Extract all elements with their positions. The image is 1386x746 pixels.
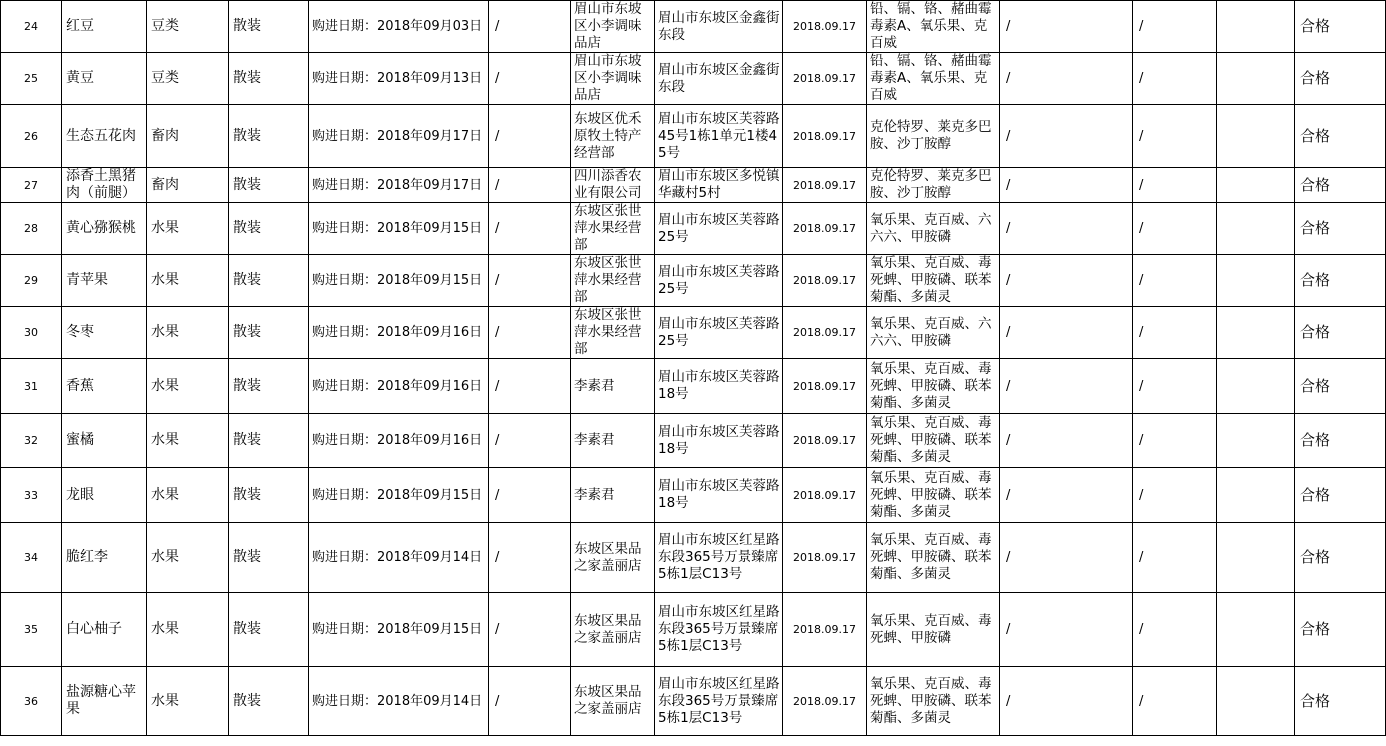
food-category[interactable]: 豆类 bbox=[147, 53, 229, 105]
packaging[interactable]: 散装 bbox=[229, 307, 309, 359]
packaging[interactable]: 散装 bbox=[229, 255, 309, 307]
blank-cell[interactable] bbox=[1217, 359, 1295, 414]
spec-cell[interactable]: / bbox=[489, 255, 571, 307]
inspection-date[interactable]: 2018.09.17 bbox=[783, 414, 867, 468]
food-category[interactable]: 水果 bbox=[147, 414, 229, 468]
table-row bbox=[1, 255, 1386, 307]
manufacturer-address-cell[interactable]: / bbox=[1133, 468, 1217, 523]
manufacturer-address-cell[interactable]: / bbox=[1133, 255, 1217, 307]
test-items[interactable]: 氧乐果、克百威、六六六、甲胺磷 bbox=[867, 307, 1000, 359]
seller-address[interactable]: 眉山市东坡区芙蓉路25号 bbox=[655, 203, 783, 255]
result-cell[interactable]: 合格 bbox=[1295, 307, 1386, 359]
blank-cell[interactable] bbox=[1217, 1, 1295, 53]
inspection-date[interactable]: 2018.09.17 bbox=[783, 168, 867, 203]
test-items[interactable]: 氧乐果、克百威、毒死蜱、甲胺磷、联苯菊酯、多菌灵 bbox=[867, 523, 1000, 593]
table-row bbox=[1, 667, 1386, 736]
seller-address[interactable]: 眉山市东坡区芙蓉路25号 bbox=[655, 255, 783, 307]
product-name[interactable]: 脆红李 bbox=[62, 523, 147, 593]
table-row bbox=[1, 203, 1386, 255]
inspection-date[interactable]: 2018.09.17 bbox=[783, 468, 867, 523]
result-cell[interactable]: 合格 bbox=[1295, 105, 1386, 168]
blank-cell[interactable] bbox=[1217, 593, 1295, 667]
manufacturer-address-cell[interactable]: / bbox=[1133, 1, 1217, 53]
manufacturer-cell[interactable]: / bbox=[1000, 255, 1133, 307]
test-items[interactable]: 氧乐果、克百威、毒死蜱、甲胺磷、联苯菊酯、多菌灵 bbox=[867, 414, 1000, 468]
test-items[interactable]: 氧乐果、克百威、毒死蜱、甲胺磷、联苯菊酯、多菌灵 bbox=[867, 255, 1000, 307]
seller-name[interactable]: 四川添香农业有限公司 bbox=[571, 168, 655, 203]
inspection-date[interactable]: 2018.09.17 bbox=[783, 593, 867, 667]
purchase-date[interactable]: 购进日期：2018年09月16日 bbox=[309, 307, 489, 359]
seller-address[interactable]: 眉山市东坡区芙蓉路25号 bbox=[655, 307, 783, 359]
result-cell[interactable]: 合格 bbox=[1295, 1, 1386, 53]
blank-cell[interactable] bbox=[1217, 667, 1295, 736]
test-items[interactable]: 铅、镉、铬、赭曲霉毒素A、氧乐果、克百威 bbox=[867, 1, 1000, 53]
seller-address[interactable]: 眉山市东坡区红星路东段365号万景臻席5栋1层C13号 bbox=[655, 593, 783, 667]
row-number[interactable]: 27 bbox=[1, 168, 62, 203]
manufacturer-cell[interactable]: / bbox=[1000, 359, 1133, 414]
spec-cell[interactable]: / bbox=[489, 523, 571, 593]
manufacturer-cell[interactable]: / bbox=[1000, 53, 1133, 105]
seller-name[interactable]: 东坡区张世萍水果经营部 bbox=[571, 203, 655, 255]
packaging[interactable]: 散装 bbox=[229, 168, 309, 203]
spec-cell[interactable]: / bbox=[489, 203, 571, 255]
spec-cell[interactable]: / bbox=[489, 359, 571, 414]
table-row bbox=[1, 414, 1386, 468]
inspection-date[interactable]: 2018.09.17 bbox=[783, 1, 867, 53]
food-category[interactable]: 水果 bbox=[147, 667, 229, 736]
packaging[interactable]: 散装 bbox=[229, 523, 309, 593]
test-items[interactable]: 氧乐果、克百威、毒死蜱、甲胺磷、联苯菊酯、多菌灵 bbox=[867, 667, 1000, 736]
table-row bbox=[1, 593, 1386, 667]
blank-cell[interactable] bbox=[1217, 203, 1295, 255]
table-row bbox=[1, 168, 1386, 203]
food-category[interactable]: 水果 bbox=[147, 255, 229, 307]
spec-cell[interactable]: / bbox=[489, 593, 571, 667]
spec-cell[interactable]: / bbox=[489, 414, 571, 468]
seller-address[interactable]: 眉山市东坡区红星路东段365号万景臻席5栋1层C13号 bbox=[655, 523, 783, 593]
manufacturer-cell[interactable]: / bbox=[1000, 203, 1133, 255]
product-name[interactable]: 蜜橘 bbox=[62, 414, 147, 468]
seller-name[interactable]: 东坡区张世萍水果经营部 bbox=[571, 255, 655, 307]
purchase-date[interactable]: 购进日期：2018年09月13日 bbox=[309, 53, 489, 105]
table-row bbox=[1, 307, 1386, 359]
manufacturer-cell[interactable]: / bbox=[1000, 523, 1133, 593]
test-items[interactable]: 氧乐果、克百威、毒死蜱、甲胺磷 bbox=[867, 593, 1000, 667]
packaging[interactable]: 散装 bbox=[229, 414, 309, 468]
seller-name[interactable]: 东坡区果品之家盖丽店 bbox=[571, 593, 655, 667]
purchase-date[interactable]: 购进日期：2018年09月16日 bbox=[309, 359, 489, 414]
product-name[interactable]: 青苹果 bbox=[62, 255, 147, 307]
product-name[interactable]: 红豆 bbox=[62, 1, 147, 53]
packaging[interactable]: 散装 bbox=[229, 468, 309, 523]
manufacturer-cell[interactable]: / bbox=[1000, 414, 1133, 468]
packaging[interactable]: 散装 bbox=[229, 359, 309, 414]
row-number[interactable]: 29 bbox=[1, 255, 62, 307]
packaging[interactable]: 散装 bbox=[229, 593, 309, 667]
product-name[interactable]: 白心柚子 bbox=[62, 593, 147, 667]
seller-address[interactable]: 眉山市东坡区芙蓉路18号 bbox=[655, 414, 783, 468]
result-cell[interactable]: 合格 bbox=[1295, 53, 1386, 105]
packaging[interactable]: 散装 bbox=[229, 667, 309, 736]
row-number[interactable]: 36 bbox=[1, 667, 62, 736]
test-items[interactable]: 铅、镉、铬、赭曲霉毒素A、氧乐果、克百威 bbox=[867, 53, 1000, 105]
spec-cell[interactable]: / bbox=[489, 307, 571, 359]
product-name[interactable]: 香蕉 bbox=[62, 359, 147, 414]
row-number[interactable]: 34 bbox=[1, 523, 62, 593]
food-category[interactable]: 水果 bbox=[147, 523, 229, 593]
seller-address[interactable]: 眉山市东坡区芙蓉路45号1栋1单元1楼45号 bbox=[655, 105, 783, 168]
manufacturer-cell[interactable]: / bbox=[1000, 105, 1133, 168]
spec-cell[interactable]: / bbox=[489, 667, 571, 736]
manufacturer-cell[interactable]: / bbox=[1000, 667, 1133, 736]
row-number[interactable]: 33 bbox=[1, 468, 62, 523]
inspection-date[interactable]: 2018.09.17 bbox=[783, 523, 867, 593]
seller-name[interactable]: 眉山市东坡区小李调味品店 bbox=[571, 1, 655, 53]
manufacturer-address-cell[interactable]: / bbox=[1133, 203, 1217, 255]
product-name[interactable]: 添香土黑猪肉（前腿） bbox=[62, 168, 147, 203]
purchase-date[interactable]: 购进日期：2018年09月14日 bbox=[309, 523, 489, 593]
manufacturer-address-cell[interactable]: / bbox=[1133, 593, 1217, 667]
result-cell[interactable]: 合格 bbox=[1295, 593, 1386, 667]
food-category[interactable]: 畜肉 bbox=[147, 105, 229, 168]
test-items[interactable]: 氧乐果、克百威、毒死蜱、甲胺磷、联苯菊酯、多菌灵 bbox=[867, 468, 1000, 523]
seller-name[interactable]: 李素君 bbox=[571, 359, 655, 414]
manufacturer-cell[interactable]: / bbox=[1000, 468, 1133, 523]
manufacturer-address-cell[interactable]: / bbox=[1133, 359, 1217, 414]
blank-cell[interactable] bbox=[1217, 53, 1295, 105]
result-cell[interactable]: 合格 bbox=[1295, 667, 1386, 736]
inspection-date[interactable]: 2018.09.17 bbox=[783, 307, 867, 359]
seller-name[interactable]: 东坡区果品之家盖丽店 bbox=[571, 667, 655, 736]
inspection-date[interactable]: 2018.09.17 bbox=[783, 105, 867, 168]
blank-cell[interactable] bbox=[1217, 168, 1295, 203]
product-name[interactable]: 盐源糖心苹果 bbox=[62, 667, 147, 736]
table-body bbox=[1, 1, 1386, 736]
inspection-date[interactable]: 2018.09.17 bbox=[783, 53, 867, 105]
food-category[interactable]: 豆类 bbox=[147, 1, 229, 53]
test-items[interactable]: 氧乐果、克百威、六六六、甲胺磷 bbox=[867, 203, 1000, 255]
purchase-date[interactable]: 购进日期：2018年09月03日 bbox=[309, 1, 489, 53]
test-items[interactable]: 克伦特罗、莱克多巴胺、沙丁胺醇 bbox=[867, 105, 1000, 168]
row-number[interactable]: 35 bbox=[1, 593, 62, 667]
packaging[interactable]: 散装 bbox=[229, 53, 309, 105]
spec-cell[interactable]: / bbox=[489, 1, 571, 53]
packaging[interactable]: 散装 bbox=[229, 1, 309, 53]
row-number[interactable]: 25 bbox=[1, 53, 62, 105]
seller-name[interactable]: 李素君 bbox=[571, 414, 655, 468]
spec-cell[interactable]: / bbox=[489, 168, 571, 203]
blank-cell[interactable] bbox=[1217, 105, 1295, 168]
blank-cell[interactable] bbox=[1217, 414, 1295, 468]
product-name[interactable]: 黄豆 bbox=[62, 53, 147, 105]
blank-cell[interactable] bbox=[1217, 523, 1295, 593]
purchase-date[interactable]: 购进日期：2018年09月17日 bbox=[309, 105, 489, 168]
blank-cell[interactable] bbox=[1217, 307, 1295, 359]
result-cell[interactable]: 合格 bbox=[1295, 523, 1386, 593]
result-cell[interactable]: 合格 bbox=[1295, 168, 1386, 203]
seller-name[interactable]: 东坡区果品之家盖丽店 bbox=[571, 523, 655, 593]
purchase-date[interactable]: 购进日期：2018年09月15日 bbox=[309, 593, 489, 667]
manufacturer-address-cell[interactable]: / bbox=[1133, 53, 1217, 105]
purchase-date[interactable]: 购进日期：2018年09月14日 bbox=[309, 667, 489, 736]
seller-name[interactable]: 眉山市东坡区小李调味品店 bbox=[571, 53, 655, 105]
result-cell[interactable]: 合格 bbox=[1295, 468, 1386, 523]
result-cell[interactable]: 合格 bbox=[1295, 359, 1386, 414]
table-row bbox=[1, 359, 1386, 414]
row-number[interactable]: 30 bbox=[1, 307, 62, 359]
purchase-date[interactable]: 购进日期：2018年09月17日 bbox=[309, 168, 489, 203]
seller-address[interactable]: 眉山市东坡区芙蓉路18号 bbox=[655, 359, 783, 414]
manufacturer-address-cell[interactable]: / bbox=[1133, 168, 1217, 203]
purchase-date[interactable]: 购进日期：2018年09月15日 bbox=[309, 255, 489, 307]
test-items[interactable]: 克伦特罗、莱克多巴胺、沙丁胺醇 bbox=[867, 168, 1000, 203]
seller-name[interactable]: 李素君 bbox=[571, 468, 655, 523]
seller-name[interactable]: 东坡区优禾原牧土特产经营部 bbox=[571, 105, 655, 168]
manufacturer-address-cell[interactable]: / bbox=[1133, 523, 1217, 593]
blank-cell[interactable] bbox=[1217, 468, 1295, 523]
product-name[interactable]: 生态五花肉 bbox=[62, 105, 147, 168]
manufacturer-cell[interactable]: / bbox=[1000, 168, 1133, 203]
manufacturer-address-cell[interactable]: / bbox=[1133, 414, 1217, 468]
blank-cell[interactable] bbox=[1217, 255, 1295, 307]
row-number[interactable]: 24 bbox=[1, 1, 62, 53]
spec-cell[interactable]: / bbox=[489, 468, 571, 523]
table-row bbox=[1, 1, 1386, 53]
inspection-date[interactable]: 2018.09.17 bbox=[783, 359, 867, 414]
food-category[interactable]: 水果 bbox=[147, 468, 229, 523]
purchase-date[interactable]: 购进日期：2018年09月15日 bbox=[309, 468, 489, 523]
row-number[interactable]: 28 bbox=[1, 203, 62, 255]
row-number[interactable]: 26 bbox=[1, 105, 62, 168]
inspection-date[interactable]: 2018.09.17 bbox=[783, 255, 867, 307]
manufacturer-address-cell[interactable]: / bbox=[1133, 307, 1217, 359]
inspection-date[interactable]: 2018.09.17 bbox=[783, 203, 867, 255]
manufacturer-cell[interactable]: / bbox=[1000, 593, 1133, 667]
inspection-date[interactable]: 2018.09.17 bbox=[783, 667, 867, 736]
food-category[interactable]: 水果 bbox=[147, 307, 229, 359]
result-cell[interactable]: 合格 bbox=[1295, 255, 1386, 307]
seller-address[interactable]: 眉山市东坡区红星路东段365号万景臻席5栋1层C13号 bbox=[655, 667, 783, 736]
result-cell[interactable]: 合格 bbox=[1295, 203, 1386, 255]
row-number[interactable]: 31 bbox=[1, 359, 62, 414]
food-category[interactable]: 水果 bbox=[147, 593, 229, 667]
manufacturer-address-cell[interactable]: / bbox=[1133, 105, 1217, 168]
purchase-date[interactable]: 购进日期：2018年09月16日 bbox=[309, 414, 489, 468]
seller-address[interactable]: 眉山市东坡区金鑫街东段 bbox=[655, 1, 783, 53]
row-number[interactable]: 32 bbox=[1, 414, 62, 468]
purchase-date[interactable]: 购进日期：2018年09月15日 bbox=[309, 203, 489, 255]
product-name[interactable]: 黄心猕猴桃 bbox=[62, 203, 147, 255]
manufacturer-cell[interactable]: / bbox=[1000, 307, 1133, 359]
table-row bbox=[1, 53, 1386, 105]
food-category[interactable]: 畜肉 bbox=[147, 168, 229, 203]
test-items[interactable]: 氧乐果、克百威、毒死蜱、甲胺磷、联苯菊酯、多菌灵 bbox=[867, 359, 1000, 414]
seller-address[interactable]: 眉山市东坡区芙蓉路18号 bbox=[655, 468, 783, 523]
table-row bbox=[1, 105, 1386, 168]
spec-cell[interactable]: / bbox=[489, 105, 571, 168]
packaging[interactable]: 散装 bbox=[229, 105, 309, 168]
table-row bbox=[1, 523, 1386, 593]
food-category[interactable]: 水果 bbox=[147, 203, 229, 255]
product-name[interactable]: 冬枣 bbox=[62, 307, 147, 359]
manufacturer-cell[interactable]: / bbox=[1000, 1, 1133, 53]
seller-address[interactable]: 眉山市东坡区金鑫街东段 bbox=[655, 53, 783, 105]
result-cell[interactable]: 合格 bbox=[1295, 414, 1386, 468]
manufacturer-address-cell[interactable]: / bbox=[1133, 667, 1217, 736]
table-row bbox=[1, 468, 1386, 523]
product-name[interactable]: 龙眼 bbox=[62, 468, 147, 523]
food-category[interactable]: 水果 bbox=[147, 359, 229, 414]
seller-name[interactable]: 东坡区张世萍水果经营部 bbox=[571, 307, 655, 359]
seller-address[interactable]: 眉山市东坡区多悦镇华藏村5村 bbox=[655, 168, 783, 203]
spec-cell[interactable]: / bbox=[489, 53, 571, 105]
packaging[interactable]: 散装 bbox=[229, 203, 309, 255]
